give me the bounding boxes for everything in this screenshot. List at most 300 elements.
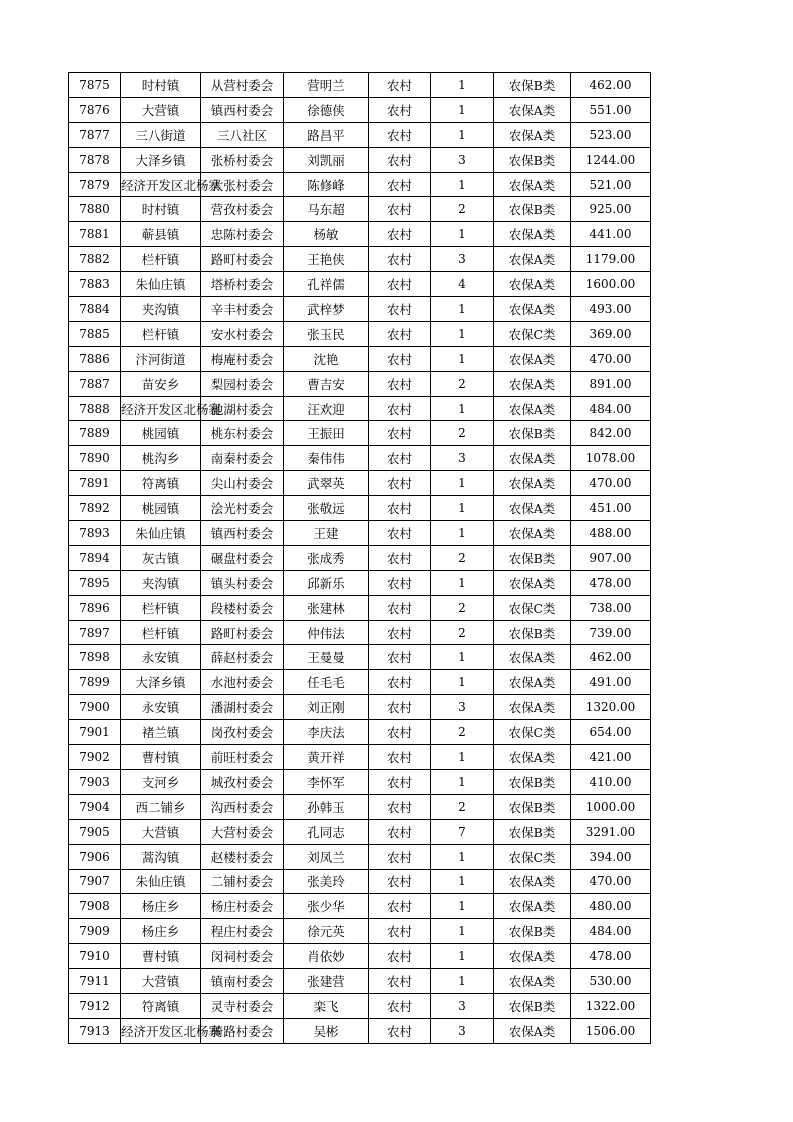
table-row bbox=[69, 570, 651, 595]
count-cell: 1 bbox=[431, 969, 494, 994]
count-cell: 1 bbox=[431, 745, 494, 770]
amount-cell: 493.00 bbox=[571, 297, 651, 322]
village-cell: 城孜村委会 bbox=[201, 769, 284, 794]
village-cell: 南秦村委会 bbox=[201, 446, 284, 471]
village-cell: 镇南村委会 bbox=[201, 969, 284, 994]
town-cell: 朱仙庄镇 bbox=[121, 272, 201, 297]
town-cell: 符离镇 bbox=[121, 993, 201, 1018]
id-cell: 7896 bbox=[69, 595, 121, 620]
records-table bbox=[68, 72, 651, 1044]
table-body bbox=[69, 73, 651, 1044]
name-cell: 张少华 bbox=[284, 894, 369, 919]
count-cell: 1 bbox=[431, 496, 494, 521]
id-cell: 7905 bbox=[69, 819, 121, 844]
table-row bbox=[69, 371, 651, 396]
amount-cell: 1600.00 bbox=[571, 272, 651, 297]
name-cell: 张建营 bbox=[284, 969, 369, 994]
id-cell: 7890 bbox=[69, 446, 121, 471]
table-row bbox=[69, 819, 651, 844]
type-cell: 农村 bbox=[369, 122, 431, 147]
id-cell: 7884 bbox=[69, 297, 121, 322]
count-cell: 2 bbox=[431, 794, 494, 819]
type-cell: 农村 bbox=[369, 670, 431, 695]
name-cell: 仲伟法 bbox=[284, 620, 369, 645]
name-cell: 孔同志 bbox=[284, 819, 369, 844]
amount-cell: 462.00 bbox=[571, 73, 651, 98]
town-cell: 蕲县镇 bbox=[121, 222, 201, 247]
type-cell: 农村 bbox=[369, 147, 431, 172]
type-cell: 农村 bbox=[369, 73, 431, 98]
amount-cell: 478.00 bbox=[571, 944, 651, 969]
count-cell: 1 bbox=[431, 645, 494, 670]
table-row bbox=[69, 869, 651, 894]
town-cell: 曹村镇 bbox=[121, 944, 201, 969]
village-cell: 骑路村委会 bbox=[201, 1018, 284, 1043]
id-cell: 7902 bbox=[69, 745, 121, 770]
category-cell: 农保B类 bbox=[494, 819, 571, 844]
category-cell: 农保A类 bbox=[494, 894, 571, 919]
table-row bbox=[69, 297, 651, 322]
count-cell: 3 bbox=[431, 993, 494, 1018]
id-cell: 7897 bbox=[69, 620, 121, 645]
type-cell: 农村 bbox=[369, 595, 431, 620]
count-cell: 3 bbox=[431, 446, 494, 471]
id-cell: 7887 bbox=[69, 371, 121, 396]
category-cell: 农保C类 bbox=[494, 720, 571, 745]
table-row bbox=[69, 894, 651, 919]
id-cell: 7901 bbox=[69, 720, 121, 745]
type-cell: 农村 bbox=[369, 844, 431, 869]
town-cell: 杨庄乡 bbox=[121, 894, 201, 919]
town-cell: 栏杆镇 bbox=[121, 595, 201, 620]
town-cell: 蒿沟镇 bbox=[121, 844, 201, 869]
id-cell: 7881 bbox=[69, 222, 121, 247]
table-row bbox=[69, 421, 651, 446]
type-cell: 农村 bbox=[369, 993, 431, 1018]
category-cell: 农保A类 bbox=[494, 869, 571, 894]
id-cell: 7908 bbox=[69, 894, 121, 919]
amount-cell: 907.00 bbox=[571, 545, 651, 570]
category-cell: 农保A类 bbox=[494, 570, 571, 595]
id-cell: 7882 bbox=[69, 247, 121, 272]
town-cell: 朱仙庄镇 bbox=[121, 869, 201, 894]
table-row bbox=[69, 720, 651, 745]
type-cell: 农村 bbox=[369, 471, 431, 496]
table-row bbox=[69, 122, 651, 147]
town-cell: 夹沟镇 bbox=[121, 570, 201, 595]
name-cell: 王建 bbox=[284, 521, 369, 546]
table-row bbox=[69, 993, 651, 1018]
count-cell: 2 bbox=[431, 595, 494, 620]
table-row bbox=[69, 247, 651, 272]
amount-cell: 484.00 bbox=[571, 396, 651, 421]
type-cell: 农村 bbox=[369, 421, 431, 446]
table-row bbox=[69, 222, 651, 247]
town-cell: 大营镇 bbox=[121, 969, 201, 994]
village-cell: 二铺村委会 bbox=[201, 869, 284, 894]
name-cell: 秦伟伟 bbox=[284, 446, 369, 471]
town-cell: 桃沟乡 bbox=[121, 446, 201, 471]
amount-cell: 925.00 bbox=[571, 197, 651, 222]
town-cell: 西二铺乡 bbox=[121, 794, 201, 819]
village-cell: 潘湖村委会 bbox=[201, 695, 284, 720]
village-cell: 碾盘村委会 bbox=[201, 545, 284, 570]
amount-cell: 842.00 bbox=[571, 421, 651, 446]
table-row bbox=[69, 670, 651, 695]
amount-cell: 739.00 bbox=[571, 620, 651, 645]
count-cell: 1 bbox=[431, 297, 494, 322]
amount-cell: 891.00 bbox=[571, 371, 651, 396]
name-cell: 王艳侠 bbox=[284, 247, 369, 272]
category-cell: 农保A类 bbox=[494, 670, 571, 695]
town-cell: 永安镇 bbox=[121, 645, 201, 670]
category-cell: 农保A类 bbox=[494, 645, 571, 670]
id-cell: 7879 bbox=[69, 172, 121, 197]
table-row bbox=[69, 496, 651, 521]
type-cell: 农村 bbox=[369, 297, 431, 322]
amount-cell: 491.00 bbox=[571, 670, 651, 695]
category-cell: 农保A类 bbox=[494, 172, 571, 197]
count-cell: 1 bbox=[431, 122, 494, 147]
village-cell: 岗孜村委会 bbox=[201, 720, 284, 745]
name-cell: 肖依妙 bbox=[284, 944, 369, 969]
id-cell: 7878 bbox=[69, 147, 121, 172]
type-cell: 农村 bbox=[369, 496, 431, 521]
id-cell: 7910 bbox=[69, 944, 121, 969]
id-cell: 7900 bbox=[69, 695, 121, 720]
name-cell: 邱新乐 bbox=[284, 570, 369, 595]
category-cell: 农保A类 bbox=[494, 944, 571, 969]
town-cell: 灰古镇 bbox=[121, 545, 201, 570]
name-cell: 张建林 bbox=[284, 595, 369, 620]
amount-cell: 441.00 bbox=[571, 222, 651, 247]
id-cell: 7898 bbox=[69, 645, 121, 670]
town-cell: 桃园镇 bbox=[121, 421, 201, 446]
category-cell: 农保A类 bbox=[494, 122, 571, 147]
count-cell: 1 bbox=[431, 396, 494, 421]
count-cell: 1 bbox=[431, 222, 494, 247]
name-cell: 徐德侠 bbox=[284, 97, 369, 122]
category-cell: 农保C类 bbox=[494, 321, 571, 346]
village-cell: 薛赵村委会 bbox=[201, 645, 284, 670]
category-cell: 农保B类 bbox=[494, 545, 571, 570]
type-cell: 农村 bbox=[369, 247, 431, 272]
name-cell: 刘凤兰 bbox=[284, 844, 369, 869]
type-cell: 农村 bbox=[369, 545, 431, 570]
village-cell: 桃东村委会 bbox=[201, 421, 284, 446]
category-cell: 农保A类 bbox=[494, 471, 571, 496]
count-cell: 1 bbox=[431, 471, 494, 496]
count-cell: 1 bbox=[431, 769, 494, 794]
id-cell: 7892 bbox=[69, 496, 121, 521]
id-cell: 7876 bbox=[69, 97, 121, 122]
town-cell: 夹沟镇 bbox=[121, 297, 201, 322]
town-cell: 大营镇 bbox=[121, 97, 201, 122]
id-cell: 7891 bbox=[69, 471, 121, 496]
id-cell: 7906 bbox=[69, 844, 121, 869]
id-cell: 7893 bbox=[69, 521, 121, 546]
name-cell: 栾飞 bbox=[284, 993, 369, 1018]
type-cell: 农村 bbox=[369, 272, 431, 297]
count-cell: 7 bbox=[431, 819, 494, 844]
amount-cell: 1000.00 bbox=[571, 794, 651, 819]
count-cell: 2 bbox=[431, 545, 494, 570]
count-cell: 2 bbox=[431, 720, 494, 745]
table-row bbox=[69, 695, 651, 720]
count-cell: 1 bbox=[431, 869, 494, 894]
name-cell: 孙韩玉 bbox=[284, 794, 369, 819]
category-cell: 农保A类 bbox=[494, 496, 571, 521]
type-cell: 农村 bbox=[369, 396, 431, 421]
village-cell: 沟西村委会 bbox=[201, 794, 284, 819]
id-cell: 7912 bbox=[69, 993, 121, 1018]
type-cell: 农村 bbox=[369, 620, 431, 645]
name-cell: 陈修峰 bbox=[284, 172, 369, 197]
count-cell: 1 bbox=[431, 919, 494, 944]
category-cell: 农保A类 bbox=[494, 272, 571, 297]
town-cell: 褚兰镇 bbox=[121, 720, 201, 745]
count-cell: 2 bbox=[431, 371, 494, 396]
amount-cell: 738.00 bbox=[571, 595, 651, 620]
amount-cell: 1320.00 bbox=[571, 695, 651, 720]
name-cell: 孔祥儒 bbox=[284, 272, 369, 297]
village-cell: 灵寺村委会 bbox=[201, 993, 284, 1018]
category-cell: 农保A类 bbox=[494, 1018, 571, 1043]
town-cell: 杨庄乡 bbox=[121, 919, 201, 944]
amount-cell: 484.00 bbox=[571, 919, 651, 944]
name-cell: 吴彬 bbox=[284, 1018, 369, 1043]
category-cell: 农保A类 bbox=[494, 745, 571, 770]
amount-cell: 1244.00 bbox=[571, 147, 651, 172]
category-cell: 农保B类 bbox=[494, 620, 571, 645]
town-cell: 汴河街道 bbox=[121, 346, 201, 371]
town-cell: 时村镇 bbox=[121, 197, 201, 222]
name-cell: 张成秀 bbox=[284, 545, 369, 570]
id-cell: 7899 bbox=[69, 670, 121, 695]
table-row bbox=[69, 769, 651, 794]
amount-cell: 530.00 bbox=[571, 969, 651, 994]
type-cell: 农村 bbox=[369, 346, 431, 371]
type-cell: 农村 bbox=[369, 172, 431, 197]
amount-cell: 470.00 bbox=[571, 346, 651, 371]
town-cell: 朱仙庄镇 bbox=[121, 521, 201, 546]
name-cell: 马东超 bbox=[284, 197, 369, 222]
type-cell: 农村 bbox=[369, 521, 431, 546]
town-cell: 支河乡 bbox=[121, 769, 201, 794]
town-cell: 栏杆镇 bbox=[121, 247, 201, 272]
category-cell: 农保B类 bbox=[494, 197, 571, 222]
count-cell: 2 bbox=[431, 620, 494, 645]
name-cell: 营明兰 bbox=[284, 73, 369, 98]
id-cell: 7909 bbox=[69, 919, 121, 944]
town-cell: 曹村镇 bbox=[121, 745, 201, 770]
type-cell: 农村 bbox=[369, 944, 431, 969]
name-cell: 李怀军 bbox=[284, 769, 369, 794]
town-cell: 经济开发区北杨寨 bbox=[121, 396, 201, 421]
table-row bbox=[69, 794, 651, 819]
category-cell: 农保A类 bbox=[494, 969, 571, 994]
category-cell: 农保B类 bbox=[494, 794, 571, 819]
name-cell: 王曼曼 bbox=[284, 645, 369, 670]
amount-cell: 654.00 bbox=[571, 720, 651, 745]
id-cell: 7880 bbox=[69, 197, 121, 222]
category-cell: 农保A类 bbox=[494, 222, 571, 247]
town-cell: 时村镇 bbox=[121, 73, 201, 98]
category-cell: 农保B类 bbox=[494, 147, 571, 172]
id-cell: 7895 bbox=[69, 570, 121, 595]
id-cell: 7875 bbox=[69, 73, 121, 98]
village-cell: 从营村委会 bbox=[201, 73, 284, 98]
type-cell: 农村 bbox=[369, 919, 431, 944]
name-cell: 张美玲 bbox=[284, 869, 369, 894]
name-cell: 张敬远 bbox=[284, 496, 369, 521]
category-cell: 农保B类 bbox=[494, 769, 571, 794]
type-cell: 农村 bbox=[369, 794, 431, 819]
amount-cell: 3291.00 bbox=[571, 819, 651, 844]
name-cell: 刘凯丽 bbox=[284, 147, 369, 172]
id-cell: 7894 bbox=[69, 545, 121, 570]
category-cell: 农保A类 bbox=[494, 297, 571, 322]
name-cell: 路昌平 bbox=[284, 122, 369, 147]
count-cell: 1 bbox=[431, 321, 494, 346]
table-row bbox=[69, 197, 651, 222]
id-cell: 7888 bbox=[69, 396, 121, 421]
name-cell: 黄开祥 bbox=[284, 745, 369, 770]
table-row bbox=[69, 645, 651, 670]
count-cell: 4 bbox=[431, 272, 494, 297]
village-cell: 忠陈村委会 bbox=[201, 222, 284, 247]
village-cell: 路町村委会 bbox=[201, 247, 284, 272]
table-row bbox=[69, 844, 651, 869]
amount-cell: 480.00 bbox=[571, 894, 651, 919]
amount-cell: 394.00 bbox=[571, 844, 651, 869]
village-cell: 张桥村委会 bbox=[201, 147, 284, 172]
village-cell: 梅庵村委会 bbox=[201, 346, 284, 371]
village-cell: 浍光村委会 bbox=[201, 496, 284, 521]
table-row bbox=[69, 969, 651, 994]
table-row bbox=[69, 595, 651, 620]
name-cell: 张玉民 bbox=[284, 321, 369, 346]
village-cell: 镇西村委会 bbox=[201, 97, 284, 122]
type-cell: 农村 bbox=[369, 969, 431, 994]
type-cell: 农村 bbox=[369, 446, 431, 471]
village-cell: 三八社区 bbox=[201, 122, 284, 147]
id-cell: 7903 bbox=[69, 769, 121, 794]
type-cell: 农村 bbox=[369, 695, 431, 720]
table-row bbox=[69, 919, 651, 944]
type-cell: 农村 bbox=[369, 819, 431, 844]
amount-cell: 470.00 bbox=[571, 869, 651, 894]
name-cell: 任毛毛 bbox=[284, 670, 369, 695]
category-cell: 农保A类 bbox=[494, 247, 571, 272]
count-cell: 3 bbox=[431, 1018, 494, 1043]
village-cell: 塔桥村委会 bbox=[201, 272, 284, 297]
table-row bbox=[69, 446, 651, 471]
table-row bbox=[69, 521, 651, 546]
id-cell: 7911 bbox=[69, 969, 121, 994]
town-cell: 桃园镇 bbox=[121, 496, 201, 521]
type-cell: 农村 bbox=[369, 97, 431, 122]
category-cell: 农保A类 bbox=[494, 97, 571, 122]
count-cell: 1 bbox=[431, 894, 494, 919]
amount-cell: 1322.00 bbox=[571, 993, 651, 1018]
category-cell: 农保C类 bbox=[494, 595, 571, 620]
name-cell: 李庆法 bbox=[284, 720, 369, 745]
type-cell: 农村 bbox=[369, 869, 431, 894]
type-cell: 农村 bbox=[369, 197, 431, 222]
village-cell: 大营村委会 bbox=[201, 819, 284, 844]
count-cell: 1 bbox=[431, 570, 494, 595]
town-cell: 大营镇 bbox=[121, 819, 201, 844]
id-cell: 7904 bbox=[69, 794, 121, 819]
village-cell: 镇西村委会 bbox=[201, 521, 284, 546]
name-cell: 武梓梦 bbox=[284, 297, 369, 322]
town-cell: 经济开发区北杨寨 bbox=[121, 1018, 201, 1043]
category-cell: 农保B类 bbox=[494, 919, 571, 944]
table-row bbox=[69, 396, 651, 421]
count-cell: 1 bbox=[431, 73, 494, 98]
town-cell: 永安镇 bbox=[121, 695, 201, 720]
town-cell: 符离镇 bbox=[121, 471, 201, 496]
village-cell: 前旺村委会 bbox=[201, 745, 284, 770]
count-cell: 1 bbox=[431, 670, 494, 695]
name-cell: 汪欢迎 bbox=[284, 396, 369, 421]
count-cell: 3 bbox=[431, 147, 494, 172]
name-cell: 徐元英 bbox=[284, 919, 369, 944]
amount-cell: 478.00 bbox=[571, 570, 651, 595]
village-cell: 大张村委会 bbox=[201, 172, 284, 197]
table-row bbox=[69, 73, 651, 98]
type-cell: 农村 bbox=[369, 371, 431, 396]
count-cell: 1 bbox=[431, 944, 494, 969]
amount-cell: 521.00 bbox=[571, 172, 651, 197]
amount-cell: 1179.00 bbox=[571, 247, 651, 272]
category-cell: 农保A类 bbox=[494, 521, 571, 546]
table-row bbox=[69, 545, 651, 570]
village-cell: 水池村委会 bbox=[201, 670, 284, 695]
amount-cell: 470.00 bbox=[571, 471, 651, 496]
name-cell: 曹吉安 bbox=[284, 371, 369, 396]
village-cell: 梨园村委会 bbox=[201, 371, 284, 396]
town-cell: 栏杆镇 bbox=[121, 321, 201, 346]
category-cell: 农保B类 bbox=[494, 421, 571, 446]
id-cell: 7907 bbox=[69, 869, 121, 894]
count-cell: 2 bbox=[431, 197, 494, 222]
id-cell: 7913 bbox=[69, 1018, 121, 1043]
count-cell: 1 bbox=[431, 521, 494, 546]
village-cell: 镇头村委会 bbox=[201, 570, 284, 595]
count-cell: 1 bbox=[431, 172, 494, 197]
category-cell: 农保A类 bbox=[494, 346, 571, 371]
village-cell: 尖山村委会 bbox=[201, 471, 284, 496]
type-cell: 农村 bbox=[369, 645, 431, 670]
category-cell: 农保A类 bbox=[494, 371, 571, 396]
category-cell: 农保A类 bbox=[494, 695, 571, 720]
name-cell: 王振田 bbox=[284, 421, 369, 446]
type-cell: 农村 bbox=[369, 222, 431, 247]
id-cell: 7877 bbox=[69, 122, 121, 147]
village-cell: 程庄村委会 bbox=[201, 919, 284, 944]
amount-cell: 421.00 bbox=[571, 745, 651, 770]
table-row bbox=[69, 97, 651, 122]
village-cell: 辛丰村委会 bbox=[201, 297, 284, 322]
count-cell: 1 bbox=[431, 97, 494, 122]
type-cell: 农村 bbox=[369, 745, 431, 770]
count-cell: 1 bbox=[431, 844, 494, 869]
village-cell: 赵楼村委会 bbox=[201, 844, 284, 869]
amount-cell: 523.00 bbox=[571, 122, 651, 147]
id-cell: 7885 bbox=[69, 321, 121, 346]
